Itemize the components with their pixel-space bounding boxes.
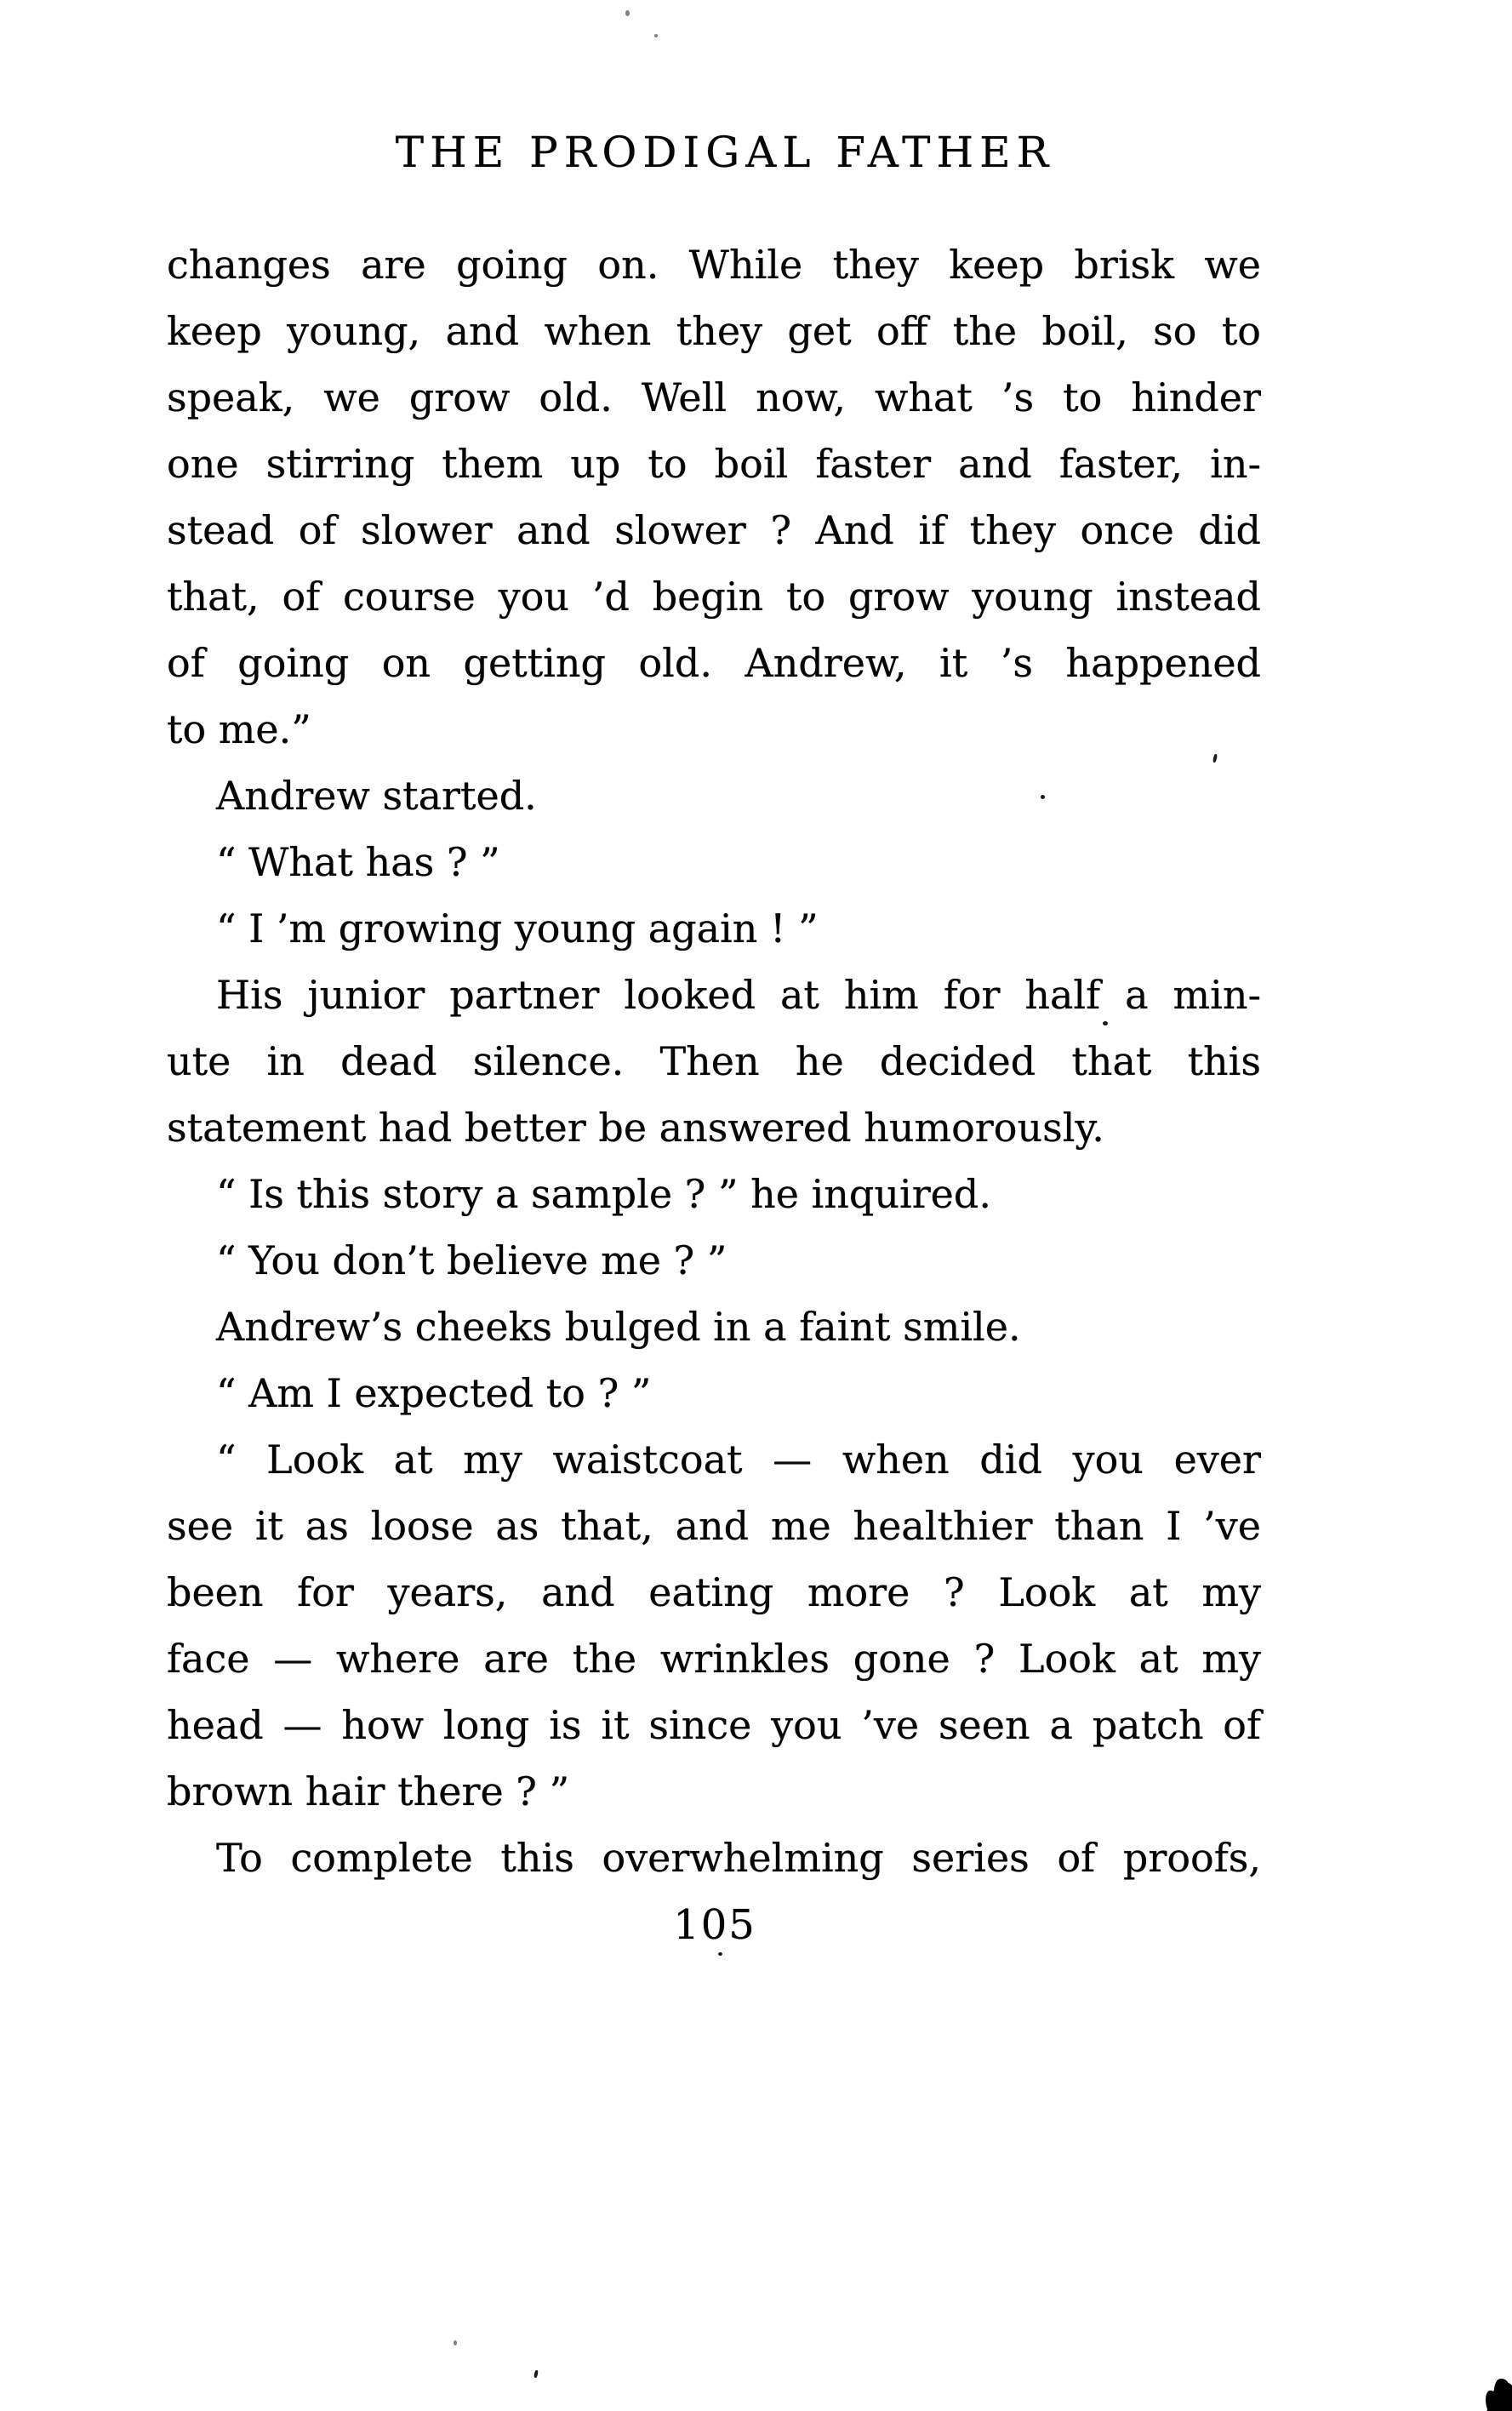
text-line: that, of course you ’d begin to grow young instead [167,574,1261,620]
ink-speck [454,2340,457,2345]
text-line: been for years, and eating more ? Look at my [167,1569,1261,1615]
ink-speck [533,2370,539,2379]
text-line: head — how long is it since you ’ve seen a patch of [167,1702,1261,1748]
text-line: speak, we grow old. Well now, what ’s to hinder [167,374,1261,420]
text-line: Andrew started. [216,773,537,819]
ink-speck [1103,1021,1108,1026]
text-line: “ Look at my waistcoat — when did you ever [216,1437,1261,1483]
text-line: keep young, and when they get off the boil, so to [167,308,1261,354]
ink-speck [654,34,658,37]
text-line: “ What has ? ” [216,839,500,885]
text-line: “ Am I expected to ? ” [216,1370,652,1416]
text-line: “ I ’m growing young again ! ” [216,906,819,951]
ink-speck [625,10,630,16]
text-line: to me.” [167,706,311,752]
text-line: of going on getting old. Andrew, it ’s happened [167,640,1261,686]
text-line: “ You don’t believe me ? ” [216,1237,727,1283]
text-line: statement had better be answered humorously. [167,1105,1104,1151]
page-header-title: THE PRODIGAL FATHER [395,128,1055,177]
text-line: one stirring them up to boil faster and faster, in- [167,441,1261,487]
text-line: “ Is this story a sample ? ” he inquired. [216,1171,991,1217]
text-block [167,231,1261,1891]
ink-speck [718,1952,722,1956]
text-line: face — where are the wrinkles gone ? Look at my [167,1636,1261,1682]
text-line: To complete this overwhelming series of proofs, [216,1835,1261,1881]
page-number: 105 [673,1901,756,1949]
ink-blot [1492,2382,1512,2411]
text-line: see it as loose as that, and me healthier than I ’ve [167,1503,1261,1549]
text-line: Andrew’s cheeks bulged in a faint smile. [216,1304,1021,1350]
text-line: changes are going on. While they keep brisk we [167,242,1261,288]
text-line: brown hair there ? ” [167,1768,570,1814]
text-line: His junior partner looked at him for half a min- [216,972,1261,1018]
text-line: stead of slower and slower ? And if they once did [167,507,1261,553]
ink-speck [1041,795,1045,799]
text-line: ute in dead silence. Then he decided that this [167,1038,1261,1084]
